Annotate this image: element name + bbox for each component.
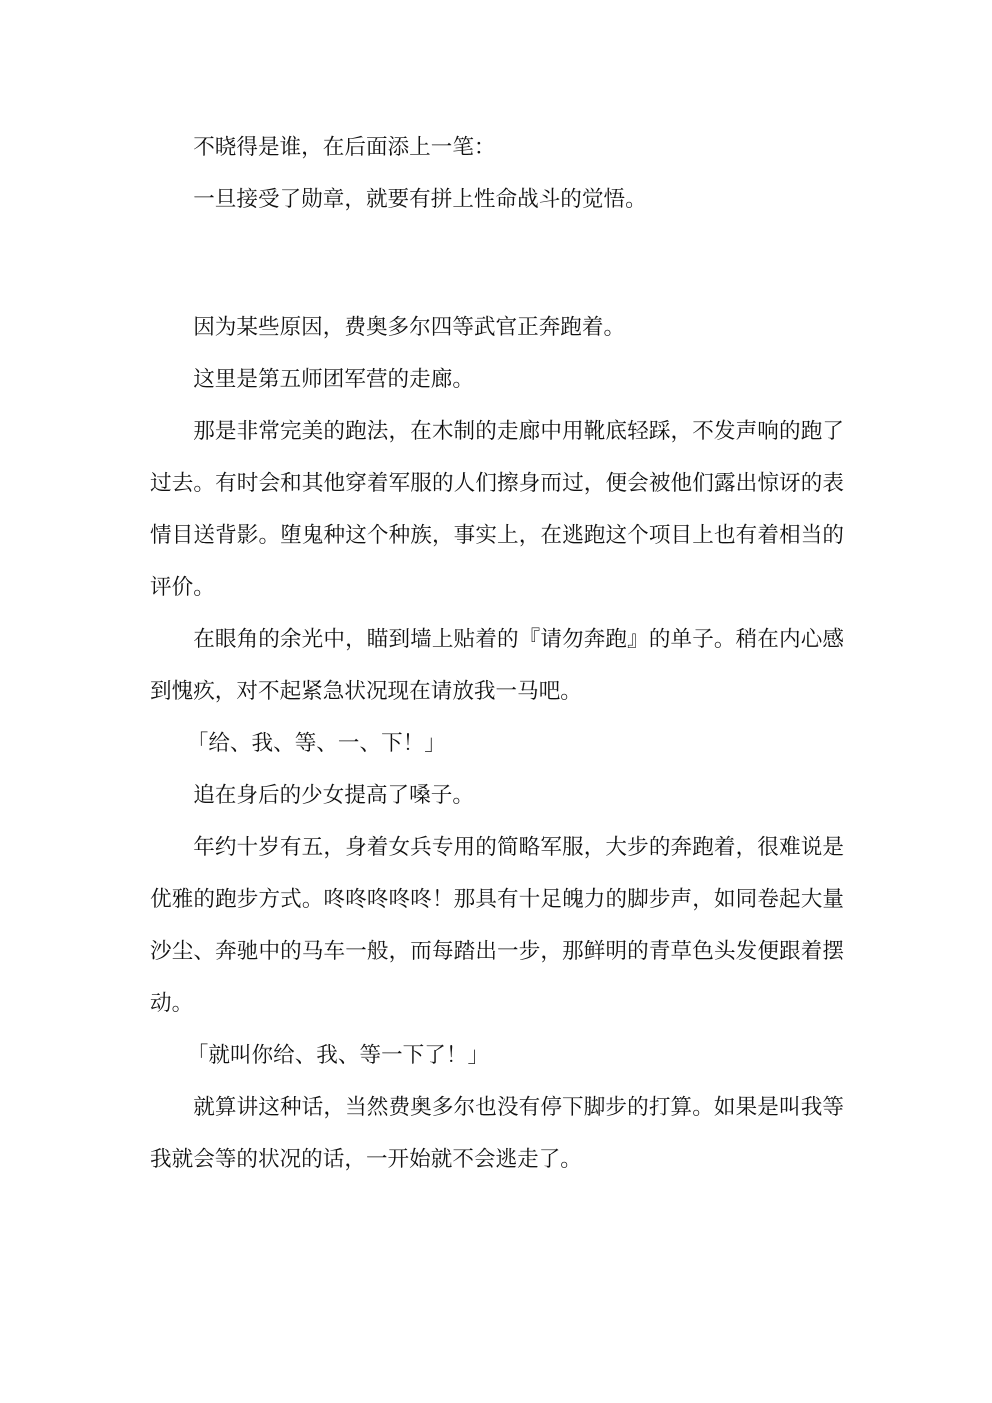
paragraph: 这里是第五师团军营的走廊。 bbox=[193, 367, 474, 392]
paragraph: 就算讲这种话，当然费奥多尔也没有停下脚步的打算。如果是叫我等我就会等的状况的话，一开始就不会逃走了。 bbox=[150, 1095, 844, 1172]
dialogue-line: 「就叫你给、我、等一下了！」 bbox=[186, 1043, 490, 1068]
paragraph: 因为某些原因，费奥多尔四等武官正奔跑着。 bbox=[193, 315, 626, 340]
section-break bbox=[150, 226, 844, 302]
paragraph: 一旦接受了勋章，就要有拼上性命战斗的觉悟。 bbox=[193, 187, 647, 212]
paragraph: 在眼角的余光中，瞄到墙上贴着的『请勿奔跑』的单子。稍在内心感到愧疚，对不起紧急状况现在请放我一马吧。 bbox=[150, 627, 844, 704]
paragraph: 追在身后的少女提高了嗓子。 bbox=[193, 783, 474, 808]
paragraph: 不晓得是谁，在后面添上一笔： bbox=[193, 135, 496, 160]
paragraph: 年约十岁有五，身着女兵专用的简略军服，大步的奔跑着，很难说是优雅的跑步方式。咚咚咚咚咚！那具有十足魄力的脚步声，如同卷起大量沙尘、奔驰中的马车一般，而每踏出一步，那鲜明的青草色头发便跟着摆动。 bbox=[150, 835, 844, 1016]
paragraph: 那是非常完美的跑法，在木制的走廊中用靴底轻踩，不发声响的跑了过去。有时会和其他穿着军服的人们擦身而过，便会被他们露出惊讶的表情目送背影。堕鬼种这个种族，事实上，在逃跑这个项目上也有着相当的评价。 bbox=[150, 419, 844, 600]
document-body bbox=[150, 122, 844, 1186]
dialogue-line: 「给、我、等、一、下！」 bbox=[186, 731, 446, 756]
